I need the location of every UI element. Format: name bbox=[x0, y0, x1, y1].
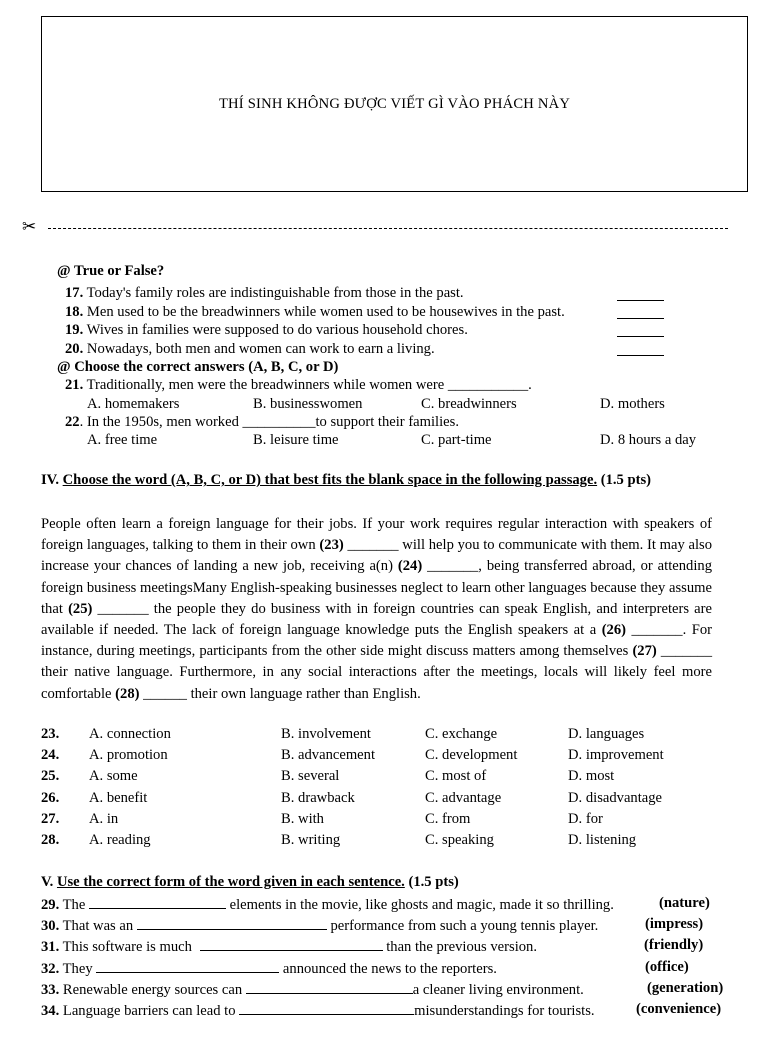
root-word: (generation) bbox=[647, 980, 724, 996]
option-a: A. some bbox=[89, 768, 138, 784]
passage-text: _______ will help you to communicate with them. It may also increase your chances of landing a new job, receiving a(n) bbox=[41, 537, 713, 575]
tf-question-19 bbox=[65, 323, 468, 338]
option-c: C. breadwinners bbox=[421, 396, 517, 412]
word-form-30 bbox=[41, 917, 598, 934]
question-number: 33. bbox=[41, 982, 60, 998]
answer-blank[interactable] bbox=[96, 960, 279, 973]
sentence-end: elements in the movie, like ghosts and magic, made it so thrilling. bbox=[225, 897, 614, 913]
tf-question-20 bbox=[65, 342, 435, 357]
option-d: D. for bbox=[568, 811, 603, 827]
option-b: B. with bbox=[281, 811, 324, 827]
option-d: D. 8 hours a day bbox=[600, 432, 697, 448]
section-5-heading bbox=[41, 875, 459, 890]
root-word: (office) bbox=[645, 959, 689, 975]
no-write-notice: THÍ SINH KHÔNG ĐƯỢC VIẾT GÌ VÀO PHÁCH NÀY bbox=[218, 96, 571, 112]
section-title: Use the correct form of the word given in each sentence. bbox=[56, 874, 405, 890]
option-c: C. speaking bbox=[425, 832, 494, 848]
blank-marker-25: (25) bbox=[68, 600, 93, 617]
question-number: 27. bbox=[41, 811, 60, 827]
question-number: 21. bbox=[65, 377, 84, 393]
blank-marker-28: (28) bbox=[115, 685, 140, 702]
option-c: C. part-time bbox=[421, 432, 492, 448]
root-word: (impress) bbox=[645, 916, 704, 932]
question-text: Today's family roles are indistinguishable from those in the past. bbox=[83, 285, 464, 301]
option-b: B. involvement bbox=[281, 726, 371, 742]
question-number: 30. bbox=[41, 918, 60, 934]
passage-text: _______ the people they do business with in foreign countries can speak English, and interpreters are available if needed. The lack of foreign language knowledge puts the English speakers at a bbox=[41, 600, 712, 639]
question-number: 24. bbox=[41, 747, 60, 763]
true-false-heading: @ True or False? bbox=[57, 263, 165, 279]
tf-question-17 bbox=[65, 286, 464, 301]
passage-text: _______ their native language. Furthermore, in any social interactions after the meetings, locals will likely feel more comfortable bbox=[41, 643, 712, 702]
option-a: A. promotion bbox=[89, 747, 168, 763]
question-number: 26. bbox=[41, 790, 60, 806]
mc-question-21 bbox=[65, 378, 532, 393]
section-number: V. bbox=[41, 874, 57, 890]
answer-blank[interactable] bbox=[89, 896, 226, 909]
passage-text: People often learn a foreign language for their jobs. If your work requires regular interaction with speakers of foreign languages, talking to them in their own bbox=[41, 516, 712, 554]
option-b: B. advancement bbox=[281, 747, 376, 763]
option-c: C. development bbox=[425, 747, 518, 763]
sentence-start: They bbox=[59, 961, 97, 977]
blank-marker-23: (23) bbox=[319, 537, 344, 554]
question-number: 28. bbox=[41, 832, 60, 848]
passage-text: _______, being transferred abroad, or attending foreign business meetingsMany English-speaking businesses neglect to learn other languages because they assume that bbox=[41, 558, 712, 617]
question-number: 19. bbox=[65, 322, 84, 338]
option-a: A. reading bbox=[89, 832, 151, 848]
question-number: 20. bbox=[65, 341, 84, 357]
question-number: 29. bbox=[41, 897, 60, 913]
question-number: 32. bbox=[41, 961, 60, 977]
answer-blank[interactable] bbox=[246, 981, 413, 994]
multiple-choice-heading: @ Choose the correct answers (A, B, C, or D) bbox=[57, 359, 339, 375]
option-c: C. from bbox=[425, 811, 471, 827]
option-a: A. benefit bbox=[89, 790, 148, 806]
question-text: Nowadays, both men and women can work to earn a living. bbox=[83, 341, 435, 357]
scissors-icon: ✂ bbox=[22, 217, 37, 236]
question-text: Wives in families were supposed to do various household chores. bbox=[83, 322, 468, 338]
question-number: 31. bbox=[41, 939, 60, 955]
sentence-start: This software is much bbox=[59, 939, 196, 955]
option-a: A. free time bbox=[87, 432, 158, 448]
blank-marker-26: (26) bbox=[601, 622, 627, 639]
option-c: C. most of bbox=[425, 768, 487, 784]
word-form-31 bbox=[41, 938, 537, 955]
passage-text: _______. For instance, during meetings, participants from the other side might discuss matters among themselves bbox=[41, 622, 712, 660]
question-number: 22 bbox=[65, 414, 80, 430]
question-number: 25. bbox=[41, 768, 60, 784]
sentence-end: announced the news to the reporters. bbox=[279, 961, 497, 977]
sentence-end: than the previous version. bbox=[382, 939, 537, 955]
passage-text: ______ their own language rather than English. bbox=[139, 685, 421, 702]
option-d: D. disadvantage bbox=[568, 790, 663, 806]
question-text: Men used to be the breadwinners while women used to be housewives in the past. bbox=[83, 304, 565, 320]
section-title: Choose the word (A, B, C, or D) that best fits the blank space in the following passage. bbox=[62, 472, 598, 488]
option-a: A. in bbox=[89, 811, 119, 827]
section-4-heading bbox=[41, 473, 651, 488]
option-b: B. writing bbox=[281, 832, 341, 848]
section-points: (1.5 pts) bbox=[404, 874, 459, 890]
question-text: Traditionally, men were the breadwinners while women were ___________. bbox=[83, 377, 532, 393]
sentence-start: Language barriers can lead to bbox=[59, 1003, 240, 1019]
option-b: B. drawback bbox=[281, 790, 355, 806]
answer-blank[interactable] bbox=[137, 917, 327, 930]
answer-blank-17[interactable] bbox=[617, 300, 664, 301]
sentence-end: performance from such a young tennis player. bbox=[326, 918, 599, 934]
blank-marker-24: (24) bbox=[397, 558, 423, 575]
answer-blank[interactable] bbox=[200, 938, 383, 951]
word-form-29 bbox=[41, 896, 614, 913]
reading-passage bbox=[41, 514, 712, 705]
option-d: D. improvement bbox=[568, 747, 664, 763]
word-form-34 bbox=[41, 1002, 595, 1019]
answer-blank-20[interactable] bbox=[617, 355, 664, 356]
option-d: D. mothers bbox=[600, 396, 665, 412]
option-c: C. exchange bbox=[425, 726, 498, 742]
option-d: D. languages bbox=[568, 726, 645, 742]
option-c: C. advantage bbox=[425, 790, 502, 806]
word-form-32 bbox=[41, 960, 497, 977]
question-number: 34. bbox=[41, 1003, 60, 1019]
answer-blank-18[interactable] bbox=[617, 318, 664, 319]
question-number: 23. bbox=[41, 726, 60, 742]
cut-line-divider bbox=[48, 228, 728, 229]
blank-marker-27: (27) bbox=[632, 643, 657, 660]
question-text: . In the 1950s, men worked __________to support their families. bbox=[79, 414, 459, 430]
question-number: 17. bbox=[65, 285, 84, 301]
sentence-start: Renewable energy sources can bbox=[59, 982, 246, 998]
answer-blank[interactable] bbox=[239, 1002, 414, 1015]
option-b: B. businesswomen bbox=[253, 396, 363, 412]
section-points: (1.5 pts) bbox=[597, 472, 652, 488]
word-form-33 bbox=[41, 981, 584, 998]
sentence-start: That was an bbox=[59, 918, 137, 934]
root-word: (convenience) bbox=[636, 1001, 722, 1017]
root-word: (nature) bbox=[659, 895, 710, 911]
tf-question-18 bbox=[65, 305, 565, 320]
candidate-no-write-box bbox=[41, 16, 748, 192]
answer-blank-19[interactable] bbox=[617, 336, 664, 337]
section-number: IV. bbox=[41, 472, 63, 488]
sentence-start: The bbox=[59, 897, 89, 913]
sentence-end: misunderstandings for tourists. bbox=[414, 1003, 595, 1019]
option-d: D. listening bbox=[568, 832, 637, 848]
option-b: B. leisure time bbox=[253, 432, 339, 448]
root-word: (friendly) bbox=[644, 937, 704, 953]
sentence-end: a cleaner living environment. bbox=[412, 982, 584, 998]
mc-question-22 bbox=[65, 415, 459, 430]
option-a: A. connection bbox=[89, 726, 171, 742]
option-a: A. homemakers bbox=[87, 396, 180, 412]
option-b: B. several bbox=[281, 768, 340, 784]
option-d: D. most bbox=[568, 768, 615, 784]
question-number: 18. bbox=[65, 304, 84, 320]
